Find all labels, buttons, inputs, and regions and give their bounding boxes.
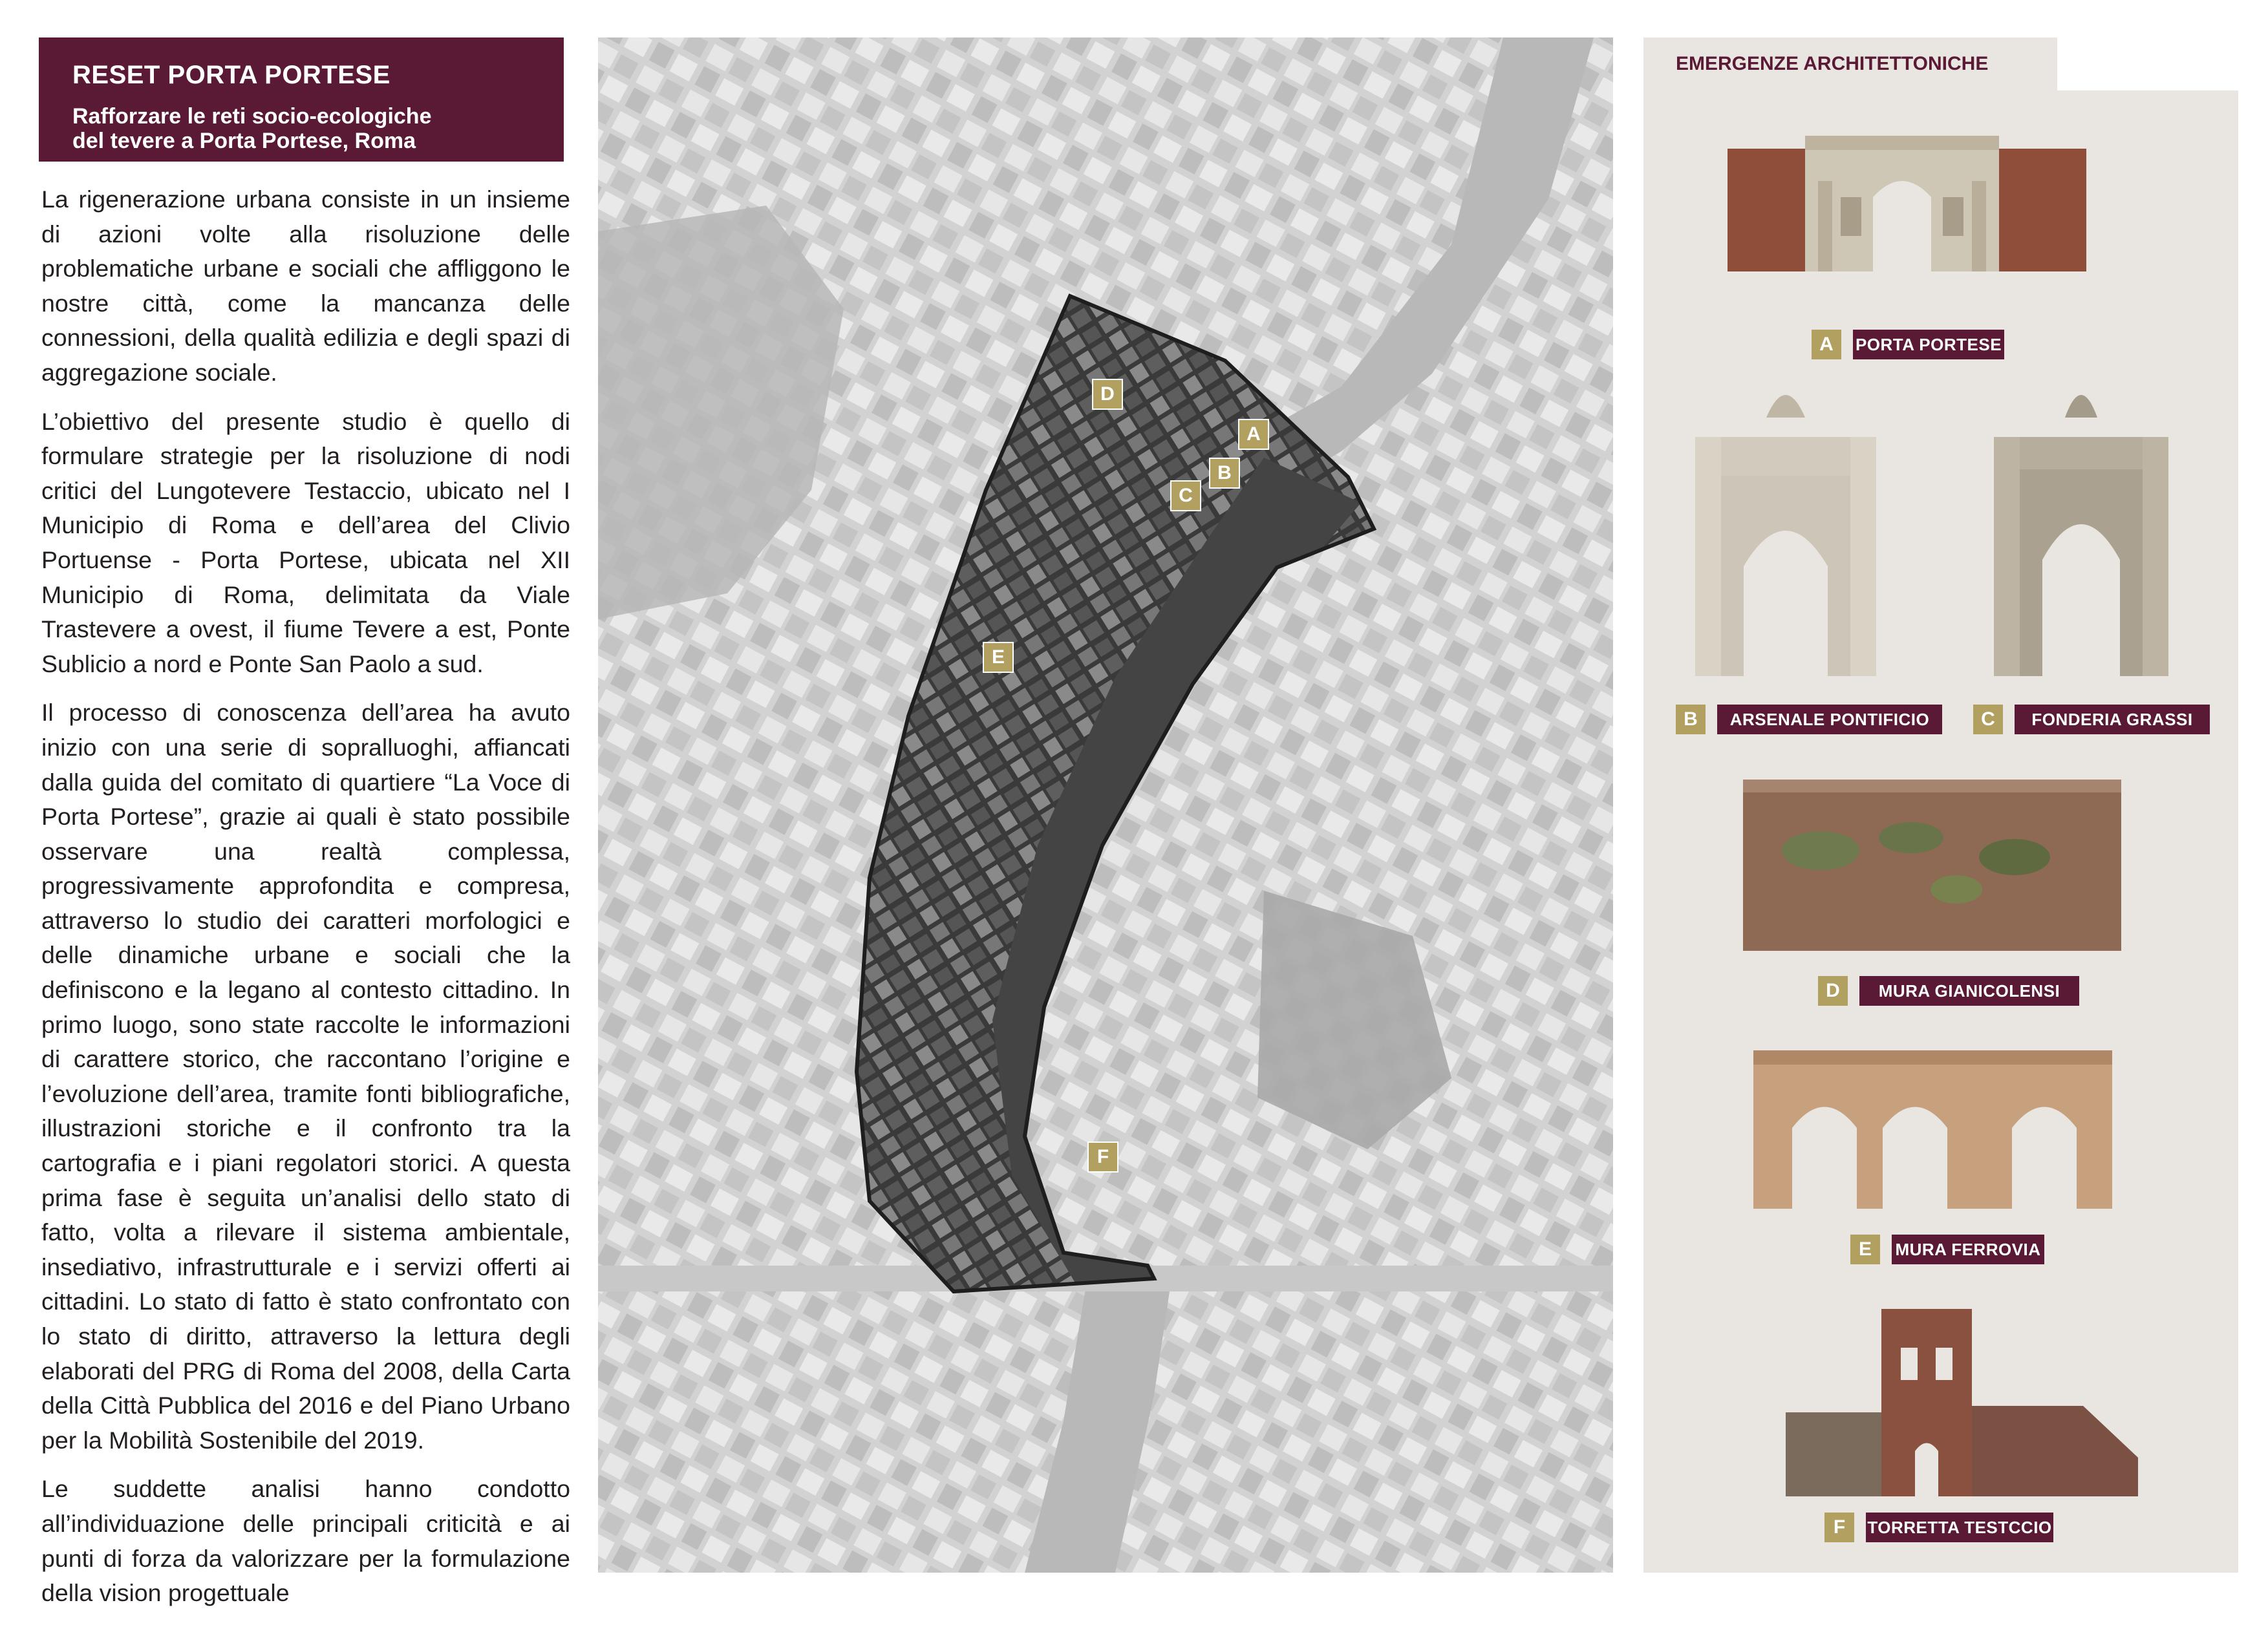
mura-ferrovia-image	[1753, 1050, 2112, 1209]
caption-label-porta-portese: PORTA PORTESE	[1853, 330, 2004, 359]
aerial-map	[598, 37, 1613, 1573]
caption-label-arsenale-pontificio: ARSENALE PONTIFICIO	[1717, 705, 1942, 734]
map-marker-f: F	[1087, 1142, 1118, 1173]
caption-letter-a: A	[1812, 330, 1841, 359]
caption-letter-b: B	[1676, 705, 1706, 734]
caption-label-mura-ferrovia: MURA FERROVIA	[1892, 1235, 2044, 1264]
caption-letter-d: D	[1818, 976, 1848, 1006]
caption-e	[1850, 1235, 2044, 1264]
map-graphic	[598, 37, 1613, 1573]
arsenale-pontificio-image	[1689, 372, 1883, 676]
caption-c	[1973, 705, 2210, 734]
map-marker-e: E	[983, 642, 1014, 673]
fonderia-grassi-image	[1994, 372, 2168, 676]
torretta-testaccio-image	[1786, 1309, 2138, 1496]
paragraph-conclusion: Le suddette analisi hanno condotto all’individuazione delle principali criticità e ai punti di forza da valorizzare per la formulazione della vision progettuale	[41, 1475, 570, 1607]
subtitle-line-2: del tevere a Porta Portese, Roma	[72, 129, 416, 153]
caption-f	[1824, 1513, 2053, 1542]
paragraph-objective: L’obiettivo del presente studio è quello di formulare strategie per la risoluzione di nodi critici del Lungotevere Testaccio, ubicato nel I Municipio di Roma e dell’area del Clivio Portuense - Porta Portese, ubicata nel XII Municipio di Roma, delimitata da Viale Trastevere a ovest, il fiume Tevere a est, Ponte Sublicio a nord e Ponte San Paolo a sud.	[41, 407, 570, 677]
caption-label-fonderia-grassi: FONDERIA GRASSI	[2015, 705, 2210, 734]
caption-letter-e: E	[1850, 1235, 1880, 1264]
paragraph-process: Il processo di conoscenza dell’area ha avuto inizio con una serie di sopralluoghi, affiancati dalla guida del comitato di quartiere “La Voce di Porta Portese”, grazie ai quali è stato possibile osservare una realtà complessa, progressivamente approfondita e compresa, attraverso lo studio dei caratteri morfologici e delle dinamiche urbane e sociali che la definiscono e la legano al contesto cittadino. In primo luogo, sono state raccolte le informazioni di carattere storico, che raccontano l’origine e l’evoluzione dell’area, tramite fonti bibliografiche, illustrazioni storiche e il confronto tra la cartografia e i piani regolatori storici. A questa prima fase è seguita un’analisi dello stato di fatto, volta a rilevare il sistema ambientale, insediativo, infrastrutturale e i servizi offerti ai cittadini. Lo stato di fatto è stato confrontato con lo stato di diritto, attraverso la lettura degli elaborati del PRG di Roma del 2008, della Carta della Città Pubblica del 2016 e del Piano Urbano per la Mobilità Sostenibile del 2019.	[41, 699, 570, 1454]
porta-portese-image	[1728, 136, 2086, 271]
map-marker-c: C	[1170, 480, 1201, 511]
panel-title: EMERGENZE ARCHITETTONICHE	[1643, 37, 2057, 90]
caption-a	[1812, 330, 2004, 359]
page-title: RESET PORTA PORTESE	[72, 61, 390, 89]
map-marker-b: B	[1209, 458, 1240, 489]
body-text	[41, 182, 570, 1625]
caption-d	[1818, 976, 2079, 1006]
caption-letter-f: F	[1824, 1513, 1854, 1542]
caption-letter-c: C	[1973, 705, 2003, 734]
caption-label-torretta-testaccio: TORRETTA TESTCCIO	[1866, 1513, 2053, 1542]
map-marker-d: D	[1092, 379, 1123, 410]
mura-gianicolensi-image	[1743, 780, 2121, 951]
title-block	[39, 37, 564, 162]
paragraph-intro: La rigenerazione urbana consiste in un insieme di azioni volte alla risoluzione delle problematiche urbane e sociali che affliggono le nostre città, come la mancanza delle connessioni, della qualità edilizia e degli spazi di aggregazione sociale.	[41, 186, 570, 386]
caption-b	[1676, 705, 1942, 734]
subtitle-line-1: Rafforzare le reti socio-ecologiche	[72, 104, 432, 129]
caption-label-mura-gianicolensi: MURA GIANICOLENSI	[1859, 976, 2079, 1006]
map-marker-a: A	[1238, 419, 1269, 450]
